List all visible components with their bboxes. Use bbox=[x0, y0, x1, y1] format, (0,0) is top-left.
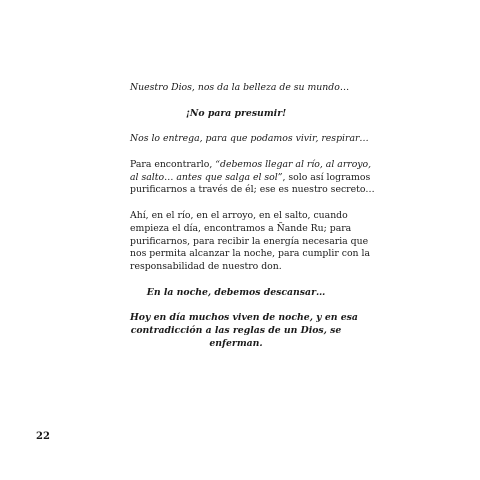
page-body bbox=[130, 82, 375, 351]
paragraph-find-him-line1 bbox=[130, 158, 372, 172]
page-number: 22 bbox=[36, 431, 50, 442]
paragraph-river-line4: nos permita alcanzar la noche, para cumplir con la bbox=[130, 248, 370, 260]
quote-text-1: “debemos llegar al río, al arroyo, bbox=[215, 158, 372, 170]
paragraph-contradiction-line1: Hoy en día muchos viven de noche, y en esa bbox=[130, 312, 358, 324]
paragraph-beauty: Nuestro Dios, nos da la belleza de su mundo… bbox=[130, 82, 350, 93]
spacer bbox=[130, 95, 342, 108]
paragraph-river-line1: Ahí, en el río, en el arroyo, en el salto, cuando bbox=[130, 209, 348, 221]
paragraph-find-him-line2 bbox=[130, 171, 371, 185]
paragraph-river-line2: empieza el día, encontramos a Ñande Ru; para bbox=[130, 222, 352, 234]
paragraph-river-line5: responsabilidad de nuestro don. bbox=[130, 261, 282, 273]
paragraph-contradiction-line2: contradicción a las reglas de un Dios, se bbox=[130, 325, 342, 337]
paragraph-live-breathe: Nos lo entrega, para que podamos vivir, respirar… bbox=[130, 133, 369, 145]
paragraph-night-rest: En la noche, debemos descansar… bbox=[146, 286, 326, 298]
quote-text-2: al salto… antes que salga el sol” bbox=[130, 171, 283, 183]
spacer bbox=[130, 120, 342, 133]
spacer bbox=[130, 197, 342, 210]
paragraph-river-line3: purificarnos, para recibir la energía necesaria que bbox=[130, 235, 369, 247]
paragraph-find-him-line3: purificarnos a través de él; ese es nuestro secreto… bbox=[130, 184, 375, 196]
spacer bbox=[130, 274, 342, 287]
spacer bbox=[130, 146, 342, 159]
paragraph-contradiction-line3: enferman. bbox=[209, 337, 263, 349]
paragraph-not-to-boast: ¡No para presumir! bbox=[185, 107, 287, 119]
lead-text: Para encontrarlo, bbox=[130, 158, 216, 170]
tail-text: , solo así logramos bbox=[282, 171, 371, 183]
paragraph-contradiction bbox=[130, 312, 358, 350]
spacer bbox=[130, 300, 342, 313]
paragraph-river bbox=[130, 209, 370, 274]
paragraph-find-him bbox=[130, 158, 375, 197]
